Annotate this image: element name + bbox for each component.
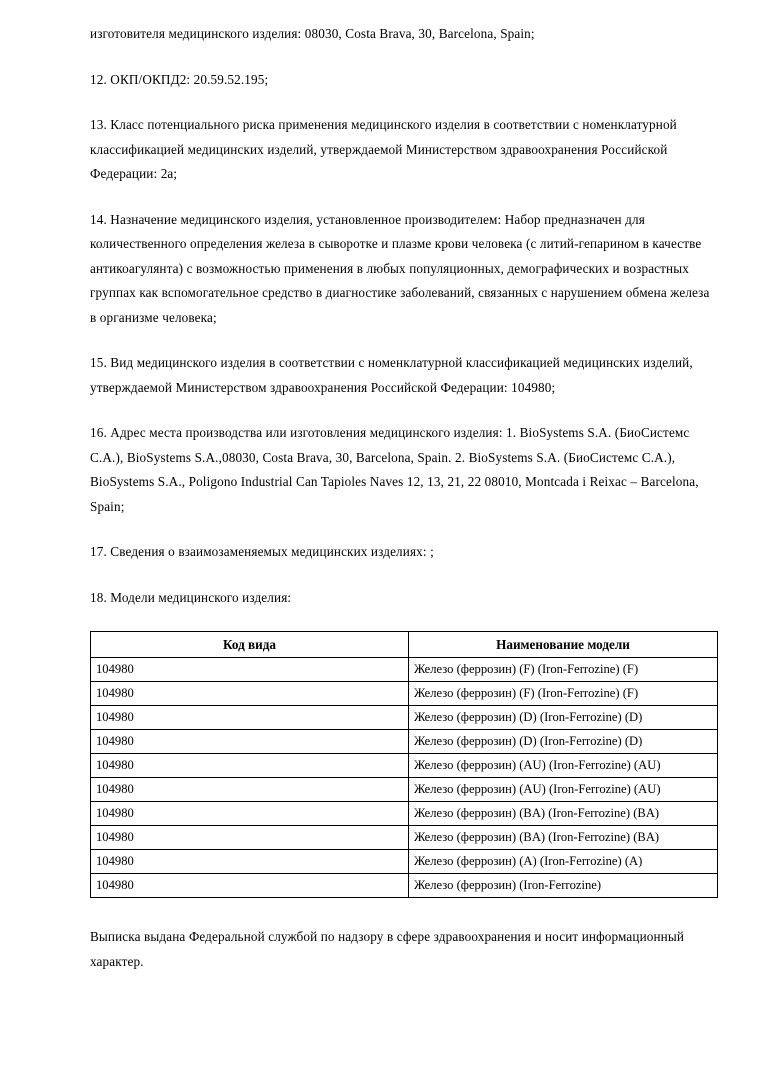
table-cell-code: 104980 xyxy=(91,874,409,898)
table-row xyxy=(91,778,718,802)
table-row xyxy=(91,826,718,850)
table-cell-model-name: Железо (феррозин) (F) (Iron-Ferrozine) (F) xyxy=(409,682,718,706)
table-cell-model-name: Железо (феррозин) (A) (Iron-Ferrozine) (A) xyxy=(409,850,718,874)
paragraph-16-manufacturing-address: 16. Адрес места производства или изготовления медицинского изделия: 1. BioSystems S.A. (БиоСистемс С.А.), BioSystems S.A.,08030, Costa Brava, 30, Barcelona, Spain. 2. BioSystems S.A. (БиоСистемс С.А.), BioSystems S.A., Poligono Industrial Can Tapioles Naves 12, 13, 21, 22 08010, Montcada i Reixac – Barcelona, Spain; xyxy=(90,425,699,514)
table-row xyxy=(91,874,718,898)
table-cell-code: 104980 xyxy=(91,754,409,778)
table-row xyxy=(91,682,718,706)
paragraph-address-continuation: изготовителя медицинского изделия: 08030, Costa Brava, 30, Barcelona, Spain; xyxy=(90,26,535,41)
table-row xyxy=(91,802,718,826)
paragraph-17-interchangeable-devices: 17. Сведения о взаимозаменяемых медицинских изделиях: ; xyxy=(90,544,434,559)
table-cell-code: 104980 xyxy=(91,802,409,826)
table-header-model-name: Наименование модели xyxy=(409,632,718,658)
table-row xyxy=(91,706,718,730)
table-cell-model-name: Железо (феррозин) (BA) (Iron-Ferrozine) (BA) xyxy=(409,826,718,850)
table-row xyxy=(91,754,718,778)
footer-note: Выписка выдана Федеральной службой по надзору в сфере здравоохранения и носит информационный характер. xyxy=(90,929,685,969)
paragraph-12-okp-okpd2: 12. ОКП/ОКПД2: 20.59.52.195; xyxy=(90,71,269,87)
table-cell-model-name: Железо (феррозин) (F) (Iron-Ferrozine) (F) xyxy=(409,658,718,682)
table-cell-code: 104980 xyxy=(91,706,409,730)
table-cell-model-name: Железо (феррозин) (AU) (Iron-Ferrozine) (AU) xyxy=(409,778,718,802)
table-cell-model-name: Железо (феррозин) (D) (Iron-Ferrozine) (D) xyxy=(409,706,718,730)
table-header-row xyxy=(91,632,718,658)
table-row xyxy=(91,730,718,754)
table-cell-model-name: Железо (феррозин) (BA) (Iron-Ferrozine) (BA) xyxy=(409,802,718,826)
models-table xyxy=(90,631,718,898)
table-header-code: Код вида xyxy=(91,632,409,658)
paragraph-13-risk-class: 13. Класс потенциального риска применения медицинского изделия в соответствии с номенклатурной классификацией медицинских изделий, утверждаемой Министерством здравоохранения Российской Федерации: 2а; xyxy=(90,117,677,181)
table-cell-code: 104980 xyxy=(91,658,409,682)
table-cell-code: 104980 xyxy=(91,850,409,874)
table-cell-model-name: Железо (феррозин) (AU) (Iron-Ferrozine) (AU) xyxy=(409,754,718,778)
table-cell-code: 104980 xyxy=(91,826,409,850)
table-cell-code: 104980 xyxy=(91,682,409,706)
table-row xyxy=(91,658,718,682)
models-table-body xyxy=(91,658,718,898)
table-cell-code: 104980 xyxy=(91,730,409,754)
paragraph-14-intended-purpose: 14. Назначение медицинского изделия, установленное производителем: Набор предназначен для количественного определения железа в сыворотке и плазме крови человека (с литий-гепарином в качестве антикоагулянта) с возможностью применения в любых популяционных, демографических и возрастных группах как вспомогательное средство в диагностике заболеваний, связанных с нарушением обмена железа в организме человека; xyxy=(90,211,710,325)
table-cell-code: 104980 xyxy=(91,778,409,802)
table-row xyxy=(91,850,718,874)
table-cell-model-name: Железо (феррозин) (D) (Iron-Ferrozine) (D) xyxy=(409,730,718,754)
table-cell-model-name: Железо (феррозин) (Iron-Ferrozine) xyxy=(409,874,718,898)
paragraph-15-device-kind: 15. Вид медицинского изделия в соответствии с номенклатурной классификацией медицинских изделий, утверждаемой Министерством здравоохранения Российской Федерации: 104980; xyxy=(90,355,693,395)
paragraph-18-models-heading: 18. Модели медицинского изделия: xyxy=(90,589,292,605)
